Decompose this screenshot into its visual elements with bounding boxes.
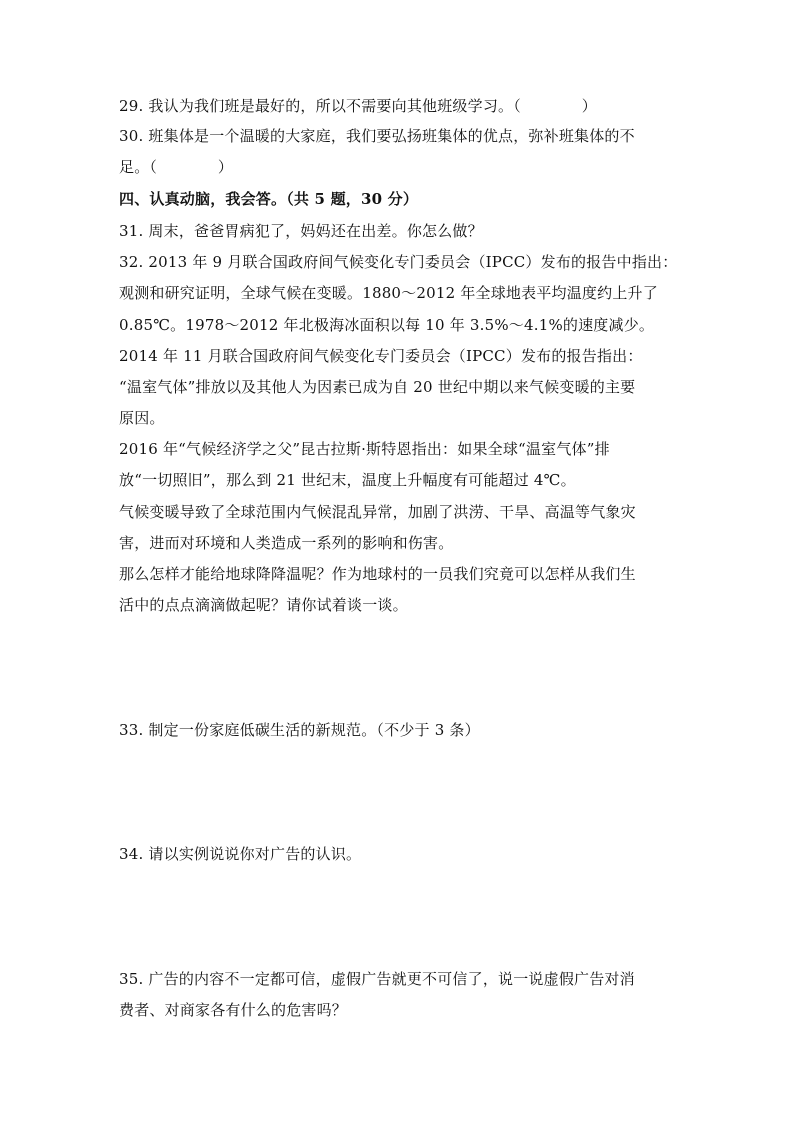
question-32-line-4: 2014 年 11 月联合国政府间气候变化专门委员会（IPCC）发布的报告指出： (119, 347, 643, 365)
question-32-line-11: 那么怎样才能给地球降降温呢？作为地球村的一员我们究竟可以怎样从我们生 (119, 565, 636, 583)
question-32-line-2: 观测和研究证明，全球气候在变暖。1880～2012 年全球地表平均温度约上升了 (119, 284, 658, 302)
question-34: 34. 请以实例说说你对广告的认识。 (119, 845, 362, 863)
question-32-line-3: 0.85℃。1978～2012 年北极海冰面积以每 10 年 3.5%～4.1%的速度减少。 (119, 316, 655, 334)
question-32-line-9: 气候变暖导致了全球范围内气候混乱异常，加剧了洪涝、干旱、高温等气象灾 (119, 503, 636, 521)
question-32-line-12: 活中的点点滴滴做起呢？请你试着谈一谈。 (119, 596, 408, 614)
question-35-line-1: 35. 广告的内容不一定都可信，虚假广告就更不可信了，说一说虚假广告对消 (119, 970, 635, 988)
question-32-line-10: 害，进而对环境和人类造成一系列的影响和伤害。 (119, 534, 454, 552)
question-32-line-7: 2016 年“气候经济学之父”昆古拉斯·斯特恩指出：如果全球“温室气体”排 (119, 440, 610, 458)
question-31: 31. 周末，爸爸胃病犯了，妈妈还在出差。你怎么做？ (119, 222, 483, 240)
question-32-line-6: 原因。 (119, 409, 165, 427)
question-33: 33. 制定一份家庭低碳生活的新规范。（不少于 3 条） (119, 721, 480, 739)
question-32-line-5: “温室气体”排放以及其他人为因素已成为自 20 世纪中期以来气候变暖的主要 (119, 378, 636, 396)
question-32-line-1: 32. 2013 年 9 月联合国政府间气候变化专门委员会（IPCC）发布的报告中指出： (119, 253, 678, 271)
question-32-line-8: 放“一切照旧”，那么到 21 世纪末，温度上升幅度有可能超过 4℃。 (119, 471, 576, 489)
question-30-line-1: 30. 班集体是一个温暖的大家庭，我们要弘扬班集体的优点，弥补班集体的不 (119, 127, 635, 145)
question-30-line-2: 足。（ ） (119, 158, 234, 176)
section-4-heading: 四、认真动脑，我会答。（共 5 题，30 分） (119, 190, 419, 208)
question-35-line-2: 费者、对商家各有什么的危害吗？ (119, 1001, 348, 1019)
question-29: 29. 我认为我们班是最好的，所以不需要向其他班级学习。（ ） (119, 97, 597, 115)
